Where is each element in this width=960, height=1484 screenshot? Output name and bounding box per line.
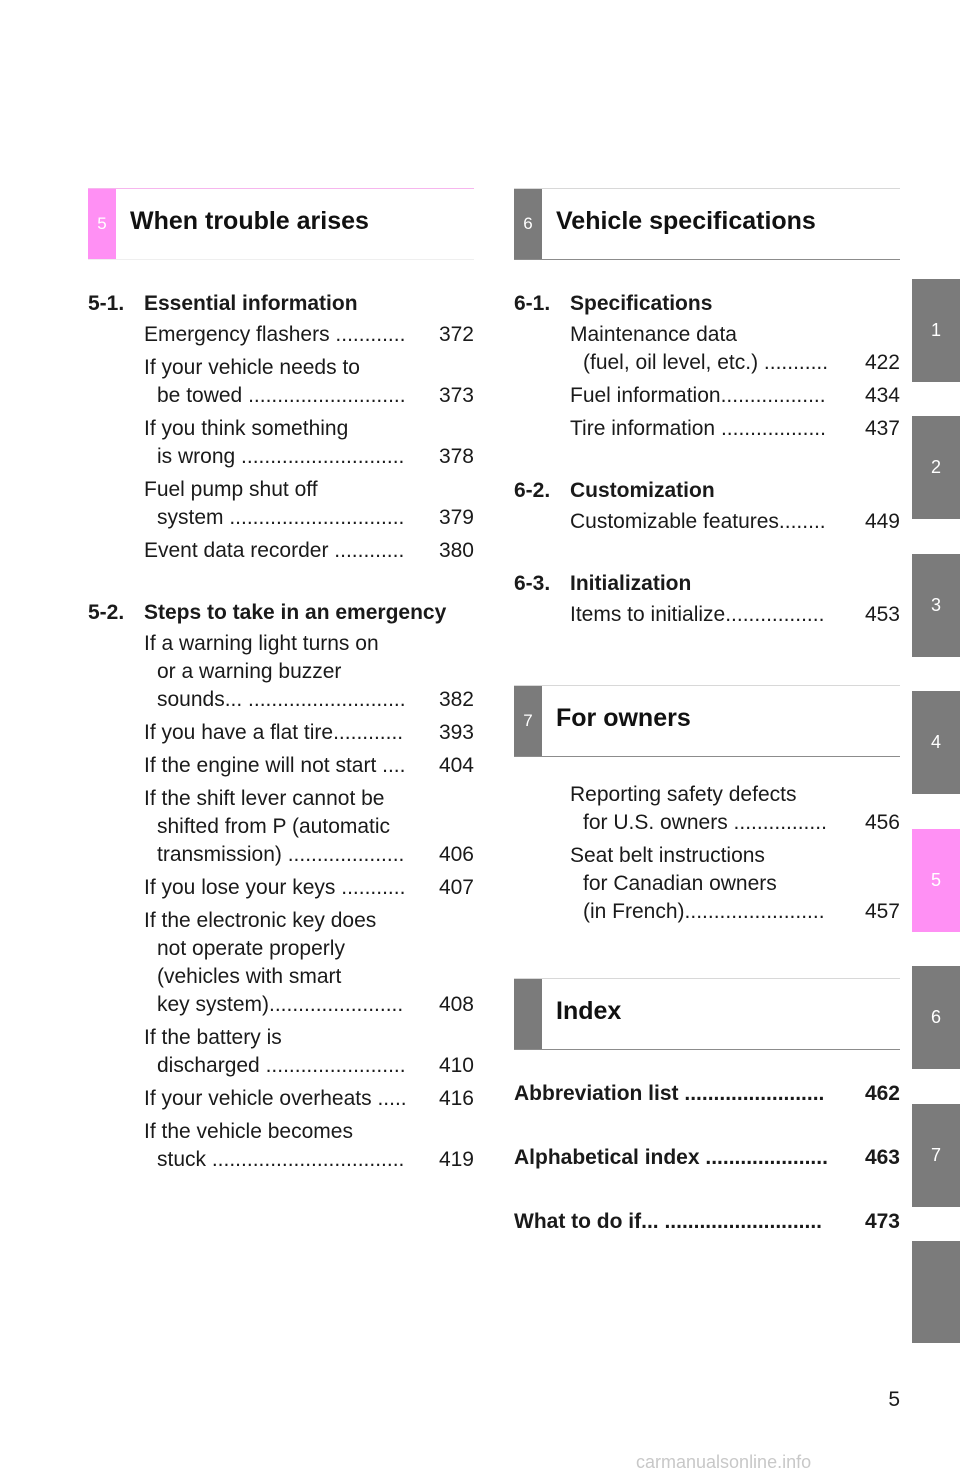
toc-entry[interactable] [144,321,474,349]
entry-line: If the engine will not start .... [144,754,406,777]
section-7-header [514,685,900,757]
subsection-number: 5-2. [88,601,125,624]
section-6-header [514,188,900,260]
subsection-heading [88,292,474,316]
entry-text [570,415,856,443]
toc-entry[interactable] [144,630,474,714]
entry-line: If the electronic key does [144,909,377,932]
chapter-tab-2[interactable]: 2 [912,416,960,519]
entry-line: be towed ........................... [157,384,406,407]
entry-line: Fuel pump shut off [144,478,318,501]
entry-text [144,719,430,747]
entry-line: key system)....................... [157,993,404,1016]
page-number: 5 [888,1388,900,1411]
entry-line: shifted from P (automatic [157,815,391,838]
index-marker [514,979,542,1049]
section-title: Vehicle specifications [556,206,816,235]
page-ref: 456 [864,811,900,834]
page-ref: 449 [864,510,900,533]
entry-line: system .............................. [157,506,405,529]
page-ref: 437 [864,417,900,440]
toc-entry[interactable] [144,1118,474,1174]
entry-line: (fuel, oil level, etc.) ........... [583,351,829,374]
entry-line: If the vehicle becomes [144,1120,353,1143]
entry-text [570,781,856,837]
entry-text [144,476,430,532]
page-ref: 419 [438,1148,474,1171]
subsection-heading [514,479,900,503]
entry-line: discharged ........................ [157,1054,406,1077]
subsection-number: 6-1. [514,292,551,315]
entry-line: Maintenance data [570,323,737,346]
chapter-tab-blank[interactable] [912,1241,960,1343]
watermark: carmanualsonline.info [636,1452,812,1472]
chapter-tab-6[interactable]: 6 [912,966,960,1069]
index-header [514,978,900,1050]
entry-line: If you think something [144,417,349,440]
owners-list [514,781,900,926]
toc-entry[interactable] [144,719,474,747]
page-ref: 462 [864,1082,900,1105]
toc-entry[interactable] [144,1085,474,1113]
entry-line: not operate properly [157,937,345,960]
section-title: Index [556,996,622,1025]
section-title: For owners [556,703,691,732]
page-ref: 410 [438,1054,474,1077]
chapter-tab-4[interactable]: 4 [912,691,960,794]
chapter-tab-3[interactable]: 3 [912,554,960,657]
page-ref: 378 [438,445,474,468]
toc-entry[interactable] [570,508,900,536]
page-ref: 453 [864,603,900,626]
entry-line: (vehicles with smart [157,965,342,988]
index-entry-text: Abbreviation list ........................ [514,1082,825,1105]
entry-line: If you have a flat tire............ [144,721,404,744]
entry-text [144,630,430,714]
page-ref: 393 [438,721,474,744]
toc-entry[interactable] [144,354,474,410]
entry-list [514,508,900,536]
subsection-number: 6-2. [514,479,551,502]
chapter-tab-5[interactable]: 5 [912,829,960,932]
entry-line: If your vehicle overheats ..... [144,1087,407,1110]
right-column [514,188,900,1236]
entry-line: Event data recorder ............ [144,539,405,562]
page-ref: 473 [864,1210,900,1233]
section-number: 7 [514,686,542,756]
index-entry-text: Alphabetical index ..................... [514,1146,828,1169]
entry-list [88,630,474,1174]
section-number: 6 [514,189,542,259]
entry-text [144,1085,430,1113]
entry-line: or a warning buzzer [157,660,342,683]
toc-entry[interactable] [570,321,900,377]
entry-text [144,752,430,780]
index-entry[interactable] [514,1144,900,1172]
page-ref: 379 [438,506,474,529]
entry-line: If the battery is [144,1026,282,1049]
toc-entry[interactable] [570,601,900,629]
page-ref: 372 [438,323,474,346]
subsection-heading [514,572,900,596]
entry-line: Items to initialize................. [570,603,825,626]
toc-entry[interactable] [144,1024,474,1080]
left-groups [88,292,474,1174]
subsection-heading [514,292,900,316]
section-title: When trouble arises [130,206,369,235]
entry-text [570,508,856,536]
entry-line: for U.S. owners ................ [583,811,827,834]
entry-text [570,601,856,629]
subsection-title: Specifications [570,292,713,315]
entry-text [144,907,430,1019]
chapter-tab-1[interactable]: 1 [912,279,960,382]
entry-text [570,842,856,926]
subsection-title: Essential information [144,292,358,315]
index-list [514,1080,900,1236]
entry-line: If the shift lever cannot be [144,787,385,810]
toc-entry[interactable] [144,415,474,471]
toc-entry[interactable] [144,537,474,565]
page-ref: 382 [438,688,474,711]
entry-line: Emergency flashers ............ [144,323,406,346]
entry-text [144,415,430,471]
entry-line: transmission) .................... [157,843,405,866]
entry-line: If a warning light turns on [144,632,379,655]
subsection-title: Steps to take in an emergency [144,601,447,624]
entry-line: Tire information .................. [570,417,826,440]
page-ref: 408 [438,993,474,1016]
subsection-number: 5-1. [88,292,125,315]
subsection-heading [88,601,474,625]
toc-entry[interactable] [144,752,474,780]
page-ref: 373 [438,384,474,407]
toc-entry[interactable] [570,415,900,443]
entry-line: Seat belt instructions [570,844,765,867]
entry-text [570,382,856,410]
subsection-title: Initialization [570,572,692,595]
subsection-title: Customization [570,479,715,502]
entry-text [144,785,430,869]
subsection-number: 6-3. [514,572,551,595]
toc-entry[interactable] [144,874,474,902]
toc-entry[interactable] [570,842,900,926]
page-ref: 407 [438,876,474,899]
left-column [88,188,474,1174]
entry-list [88,321,474,565]
entry-text [144,354,430,410]
index-entry[interactable] [514,1208,900,1236]
toc-entry[interactable] [144,907,474,1019]
page-ref: 457 [864,900,900,923]
entry-text [144,1024,430,1080]
entry-line: Customizable features........ [570,510,826,533]
toc-entry[interactable] [144,785,474,869]
entry-line: If you lose your keys ........... [144,876,406,899]
toc-entry[interactable] [570,781,900,837]
entry-line: (in French)........................ [583,900,825,923]
right-groups [514,292,900,629]
entry-line: for Canadian owners [583,872,777,895]
section-5-header [88,188,474,260]
entry-text [144,1118,430,1174]
entry-list [514,601,900,629]
entry-text [144,874,430,902]
entry-text [144,321,430,349]
entry-line: Fuel information.................. [570,384,826,407]
page-ref: 434 [864,384,900,407]
entry-line: sounds... ........................... [157,688,406,711]
toc-entry[interactable] [570,382,900,410]
entry-line: Reporting safety defects [570,783,797,806]
entry-line: If your vehicle needs to [144,356,360,379]
page-ref: 416 [438,1087,474,1110]
entry-text [144,537,430,565]
page-ref: 404 [438,754,474,777]
entry-line: is wrong ............................ [157,445,405,468]
index-entry-text: What to do if... ........................... [514,1210,822,1233]
index-entry[interactable] [514,1080,900,1108]
entry-list [514,321,900,443]
chapter-tab-7[interactable]: 7 [912,1104,960,1207]
entry-line: stuck ................................. [157,1148,405,1171]
toc-entry[interactable] [144,476,474,532]
entry-text [570,321,856,377]
page-ref: 380 [438,539,474,562]
page-ref: 422 [864,351,900,374]
page-ref: 406 [438,843,474,866]
section-number: 5 [88,189,116,259]
page-ref: 463 [864,1146,900,1169]
